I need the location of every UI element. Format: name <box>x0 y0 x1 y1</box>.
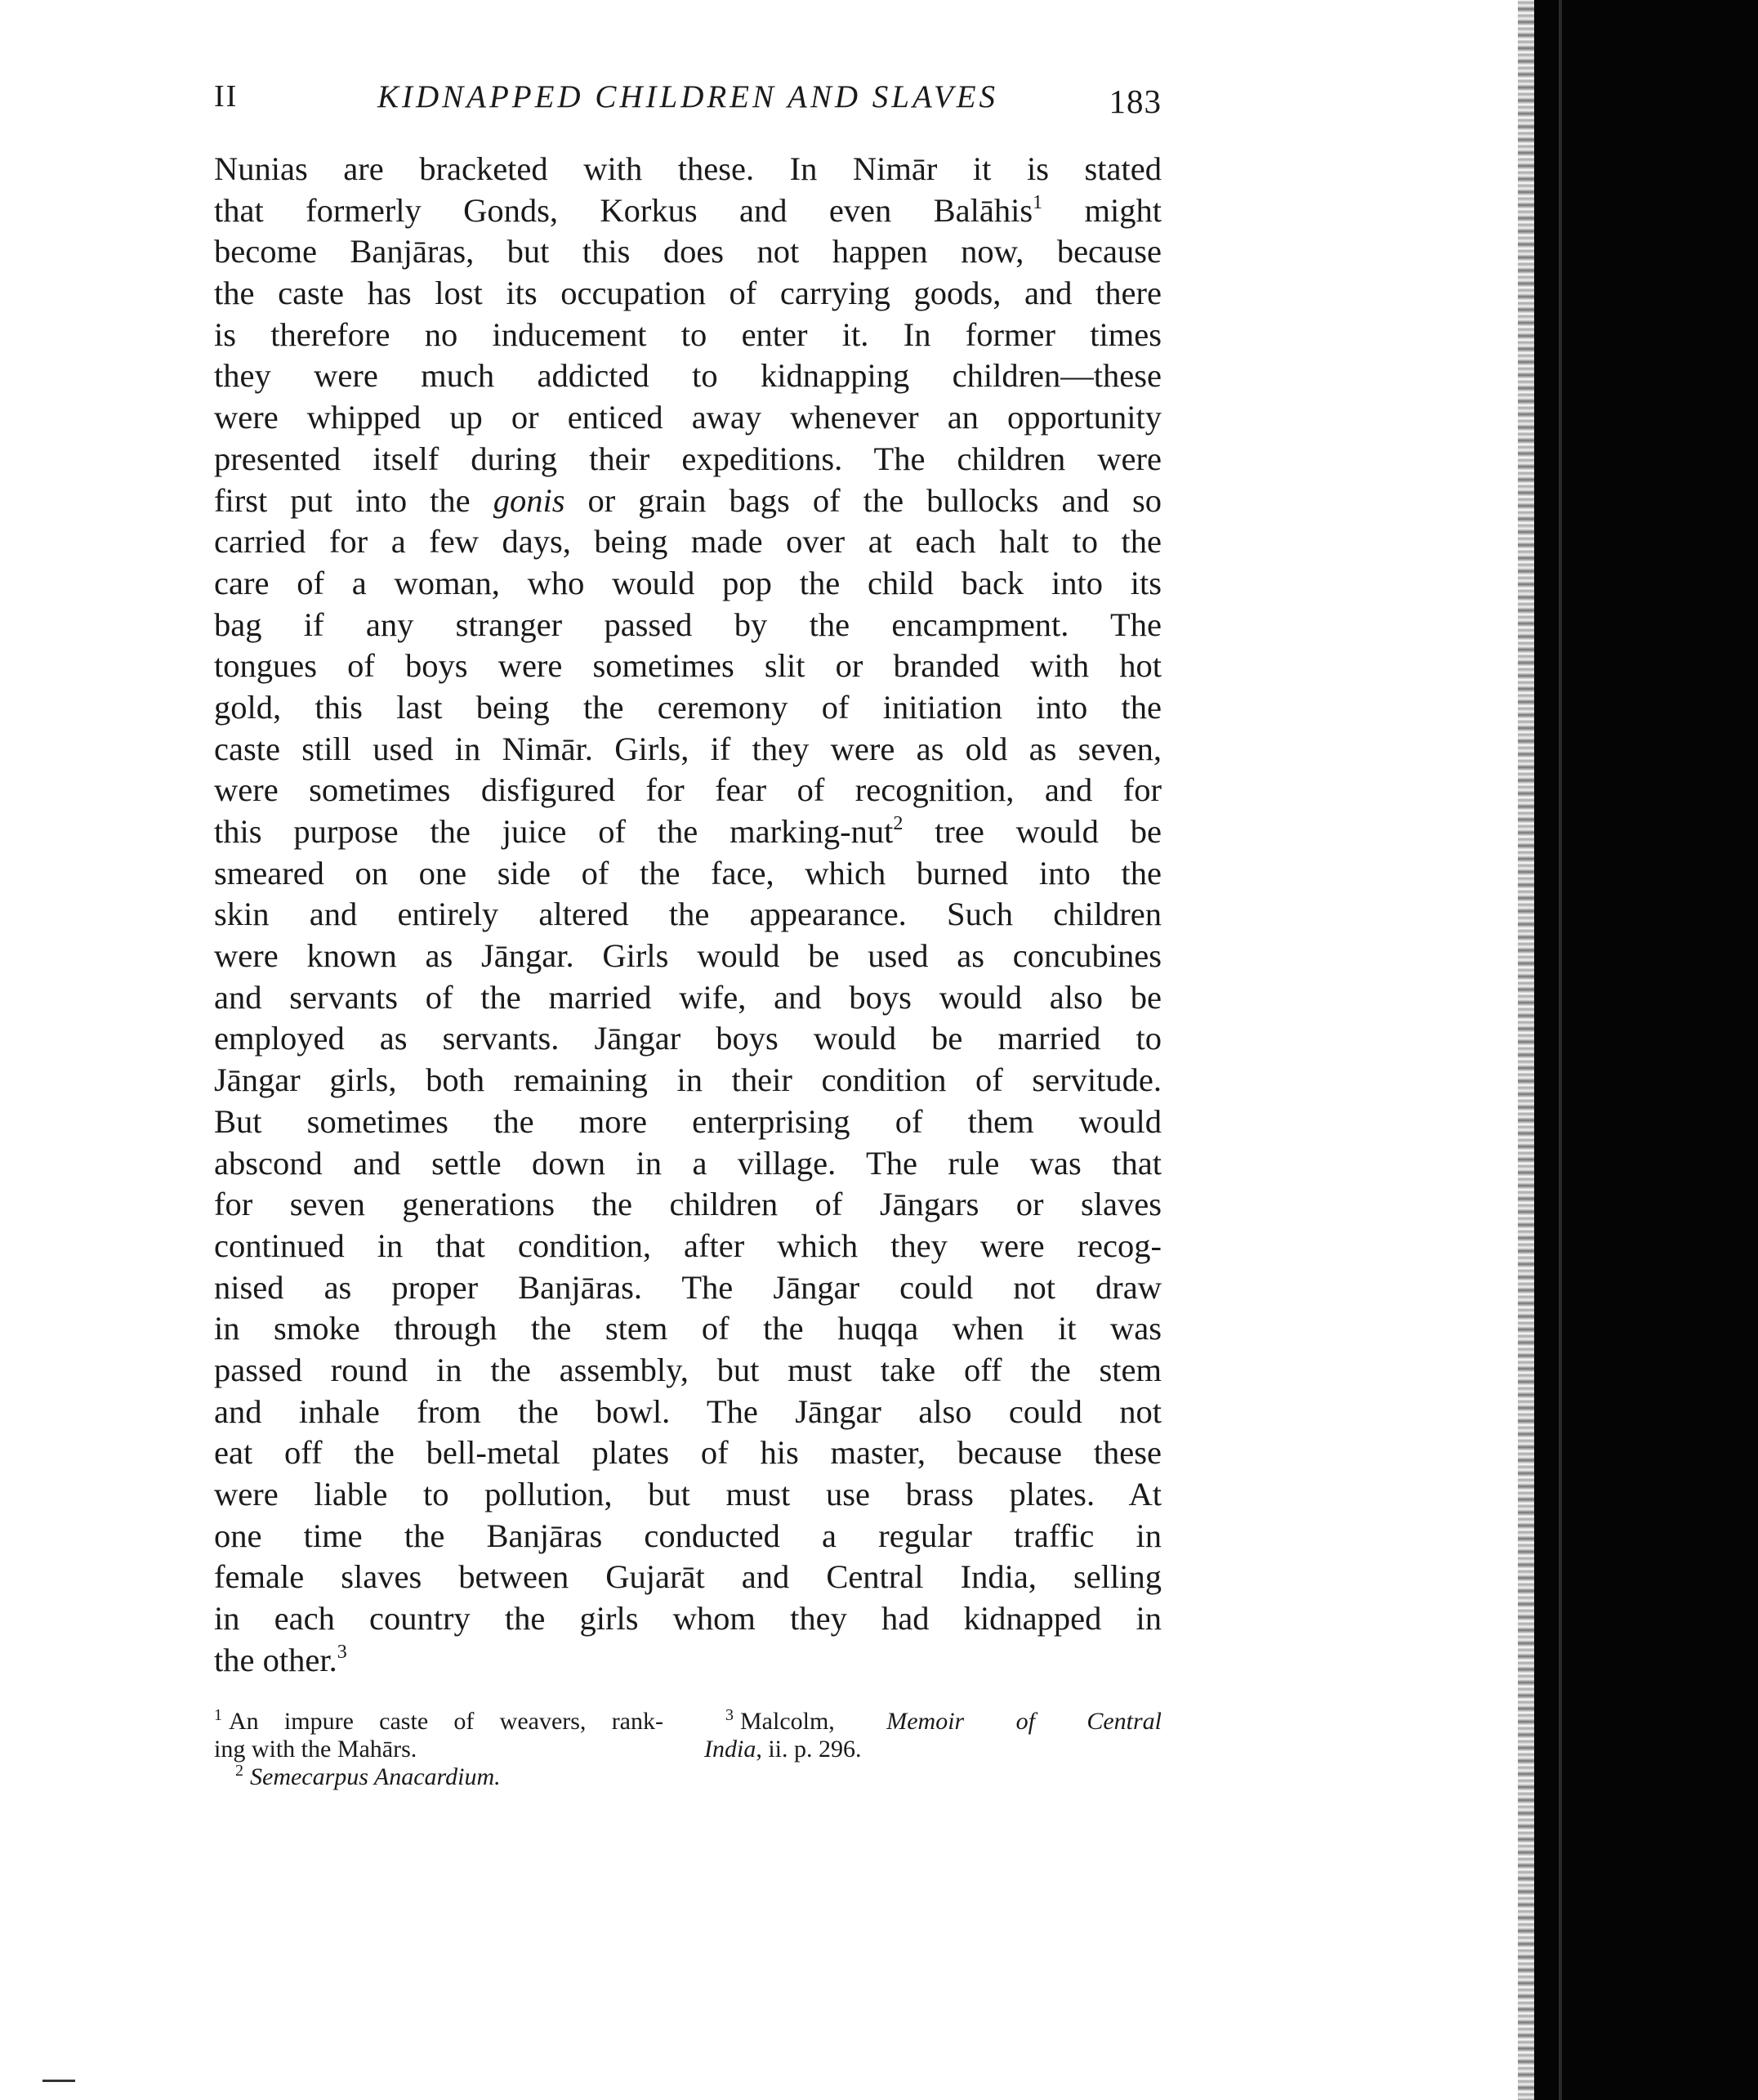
scan-edge-line <box>1559 0 1562 2100</box>
text-line: smeared on one side of the face, which burned into the <box>214 854 1162 891</box>
running-header <box>214 78 1162 127</box>
text-line: carried for a few days, being made over at each halt to the <box>214 523 1162 561</box>
text-line: the caste has lost its occupation of carrying goods, and there <box>214 275 1162 312</box>
text-line: passed round in the assembly, but must take off the stem <box>214 1351 1162 1388</box>
text-line: nised as proper Banjāras. The Jāngar could not draw <box>214 1268 1162 1306</box>
footnote-ref: 1 <box>1033 191 1043 213</box>
text-line: were liable to pollution, but must use brass plates. At <box>214 1476 1162 1512</box>
text-line: and inhale from the bowl. The Jāngar also could not <box>214 1392 1162 1430</box>
text-line: care of a woman, who would pop the child back into its <box>214 564 1162 601</box>
text-line: this purpose the juice of the marking-nut$^2$ tree would be <box>214 813 1162 850</box>
text-line: one time the Banjāras conducted a regular traffic in <box>214 1517 1162 1554</box>
text-line: female slaves between Gujarāt and Central India, selling <box>214 1558 1162 1596</box>
footnote-ref: 2 <box>893 813 904 834</box>
footnote-2: $^2$ Semecarpus Anacardium. <box>235 1762 501 1790</box>
body-text <box>214 149 1162 1681</box>
text-line: were sometimes disfigured for fear of recognition, and for <box>214 771 1162 809</box>
text-line: eat off the bell-metal plates of his master, because these <box>214 1434 1162 1472</box>
text-line: But sometimes the more enterprising of them would <box>214 1102 1162 1140</box>
footnote-3: $^3$ Malcolm, Memoir of Central <box>725 1706 1162 1735</box>
text-line: tongues of boys were sometimes slit or branded with hot <box>214 647 1162 685</box>
text-line: skin and entirely altered the appearance. Such children <box>214 896 1162 933</box>
text-line: Jāngar girls, both remaining in their condition of servitude. <box>214 1061 1162 1099</box>
chapter-number: II <box>214 79 239 114</box>
text-line: first put into the gonis or grain bags of the bullocks and so <box>214 481 1162 519</box>
text-line: caste still used in Nimār. Girls, if they were as old as seven, <box>214 730 1162 767</box>
footnote-3-cont: India, ii. p. 296. <box>704 1736 862 1763</box>
text-line: employed as servants. Jāngar boys would be married to <box>214 1020 1162 1057</box>
page-number: 183 <box>1109 83 1162 120</box>
text-line: and servants of the married wife, and boys would also be <box>214 978 1162 1016</box>
text-line: is therefore no inducement to enter it. In former times <box>214 315 1162 353</box>
text-line: were whipped up or enticed away whenever an opportunity <box>214 399 1162 436</box>
text-line: were known as Jāngar. Girls would be used as concubines <box>214 937 1162 975</box>
italic-term: gonis <box>493 481 565 519</box>
footnote-ref: 3 <box>337 1641 347 1663</box>
scan-dark-edge <box>1534 0 1758 2100</box>
text-line: bag if any stranger passed by the encampment. The <box>214 605 1162 643</box>
scan-corner-mark <box>42 2080 75 2082</box>
text-line: in each country the girls whom they had kidnapped in <box>214 1600 1162 1638</box>
footnote-1: $^1$ An impure caste of weavers, rank- <box>214 1706 663 1735</box>
text-line: the other.$^3$ <box>214 1641 347 1678</box>
footnote-column-right <box>704 1708 1162 1763</box>
text-line: in smoke through the stem of the huqqa when it was <box>214 1310 1162 1347</box>
text-line: become Banjāras, but this does not happen now, because <box>214 233 1162 270</box>
text-line: Nunias are bracketed with these. In Nimār it is stated <box>214 150 1162 187</box>
text-line: gold, this last being the ceremony of initiation into the <box>214 688 1162 726</box>
text-line: presented itself during their expeditions. The children were <box>214 440 1162 477</box>
text-line: for seven generations the children of Jāngars or slaves <box>214 1186 1162 1223</box>
footnote-column-left <box>214 1708 663 1791</box>
text-line: abscond and settle down in a village. The rule was that <box>214 1144 1162 1182</box>
footnote-1-cont: ing with the Mahārs. <box>214 1736 417 1763</box>
running-title: KIDNAPPED CHILDREN AND SLAVES <box>377 79 999 114</box>
text-line: continued in that condition, after which they were recog- <box>214 1226 1162 1264</box>
text-line: that formerly Gonds, Korkus and even Balāhis$^1$ might <box>214 191 1162 229</box>
text-line: they were much addicted to kidnapping children—these <box>214 357 1162 395</box>
